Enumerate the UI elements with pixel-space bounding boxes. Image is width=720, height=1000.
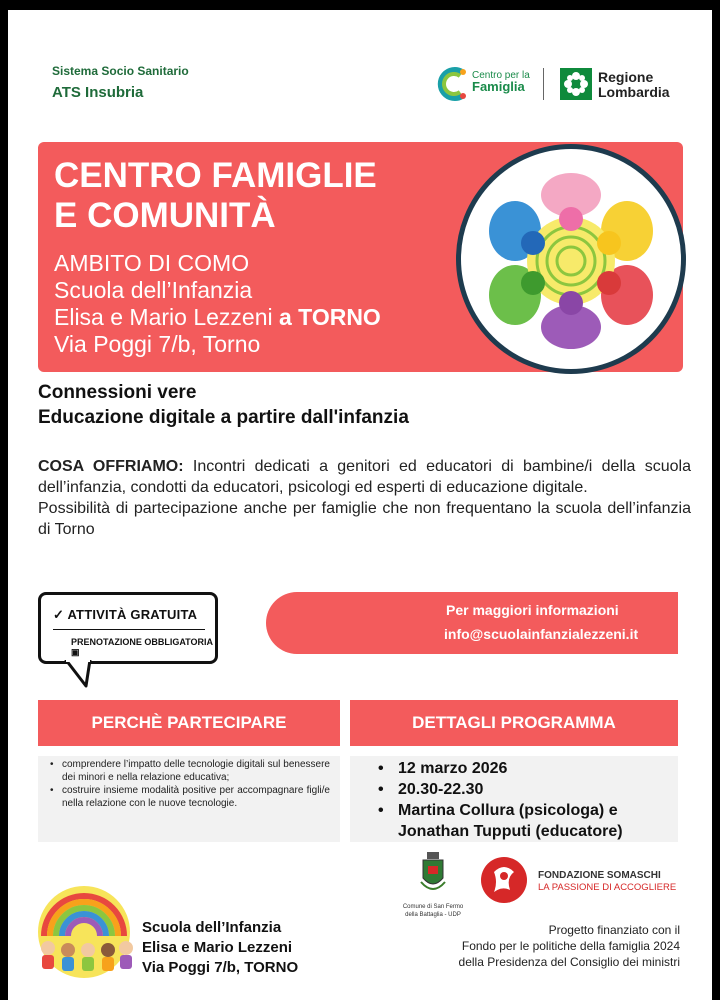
rainbow-children-icon: [24, 870, 144, 980]
school-logo: [24, 870, 144, 980]
comune-logo: [388, 852, 478, 919]
logo-divider: [543, 68, 544, 100]
funding-note: [388, 922, 680, 970]
banner-sub-line4: Via Poggi 7/b, Torno: [54, 331, 261, 357]
program-speaker2: Jonathan Tupputi (educatore): [398, 823, 623, 840]
booking-note: PRENOTAZIONE OBBLIGATORIA: [71, 637, 213, 647]
regione-line2: Lombardia: [598, 84, 670, 100]
regione-rose-icon: [560, 68, 592, 100]
cpf-c-icon: [436, 64, 470, 104]
comune-line2: della Battaglia - UDP: [405, 912, 461, 918]
free-activity-bubble: [38, 592, 218, 664]
title-line1: CENTRO FAMIGLIE: [54, 156, 377, 195]
why-item-2: • costruire insieme modalità positive per accompagnare figli/e nella relazione con le nuove tecnologie.: [50, 784, 330, 810]
somaschi-line2: LA PASSIONE DI ACCOGLIERE: [538, 882, 677, 893]
school-line2: Elisa e Mario Lezzeni: [142, 939, 293, 956]
check-icon: ✓: [53, 607, 65, 622]
title-line2: E COMUNITÀ: [54, 196, 276, 235]
free-activity-title: ATTIVITÀ GRATUITA: [67, 607, 198, 622]
regione-line1: Regione: [598, 69, 654, 85]
program-speaker1: • Martina Collura (psicologa) e: [378, 800, 670, 821]
info-box: [266, 592, 678, 654]
program-header: DETTAGLI PROGRAMMA: [350, 700, 678, 746]
program-date: • 12 marzo 2026: [378, 758, 670, 779]
fund-line1: Progetto finanziato con il: [548, 923, 680, 937]
offer-text2: Possibilità di partecipazione anche per famiglie che non frequentano la scuola dell’infanzia di Torno: [38, 500, 691, 538]
why-header: PERCHÈ PARTECIPARE: [38, 700, 340, 746]
offer-text: Incontri dedicati a genitori ed educatori di bambine/i della scuola dell’infanzia, condotti da educatori, psicologi ed esperti di educazione digitale.: [38, 458, 691, 496]
banner-sub-line3-bold: a TORNO: [279, 304, 381, 330]
ats-line1: Sistema Socio Sanitario: [52, 64, 189, 78]
program-list-box: [350, 756, 678, 842]
info-label: Per maggiori informazioni: [446, 602, 619, 618]
flyer-page: [8, 10, 712, 1000]
comune-crest-icon: [417, 852, 449, 896]
comune-line1: Comune di San Fermo: [402, 904, 464, 910]
subtitle: [38, 380, 409, 430]
info-email-link[interactable]: info@scuolainfanzialezzeni.it: [444, 626, 639, 642]
calendar-icon: ▣: [71, 647, 80, 657]
regione-lombardia-logo: [560, 68, 690, 102]
ats-insubria-logo: [52, 64, 189, 101]
cpf-line1: Centro per la: [472, 70, 530, 81]
fund-line2: Fondo per le politiche della famiglia 2024: [461, 939, 680, 953]
cpf-line2: Famiglia: [472, 79, 525, 94]
fondazione-somaschi-logo: [480, 856, 680, 904]
somaschi-line1: FONDAZIONE SOMASCHI: [538, 870, 661, 881]
bubble-divider: [53, 629, 205, 630]
banner-sub-line1: AMBITO DI COMO: [54, 250, 250, 276]
bubble-tail-icon: [64, 660, 94, 688]
why-list-box: [38, 756, 340, 842]
subtitle-line2: Educazione digitale a partire dall'infanzia: [38, 407, 409, 428]
centro-per-la-famiglia-logo: [436, 64, 536, 104]
school-address: [142, 918, 298, 978]
somaschi-icon: [480, 856, 528, 904]
ats-line2: ATS Insubria: [52, 84, 144, 101]
program-time: • 20.30-22.30: [378, 779, 670, 800]
banner-sub-line2: Scuola dell’Infanzia: [54, 277, 253, 303]
banner-sub-line3: Elisa e Mario Lezzeni: [54, 304, 273, 330]
subtitle-line1: Connessioni vere: [38, 382, 197, 403]
school-line1: Scuola dell’Infanzia: [142, 919, 282, 936]
why-item-1: • comprendere l’impatto delle tecnologie digitali sul benessere dei minori e nella relazione educativa;: [50, 758, 330, 784]
flower-icon: [461, 149, 681, 369]
flower-logo: [456, 144, 686, 374]
school-line3: Via Poggi 7/b, TORNO: [142, 959, 299, 976]
fund-line3: della Presidenza del Consiglio dei ministri: [458, 955, 680, 969]
offer-paragraph: [38, 456, 691, 540]
offer-label: COSA OFFRIAMO:: [38, 458, 184, 475]
